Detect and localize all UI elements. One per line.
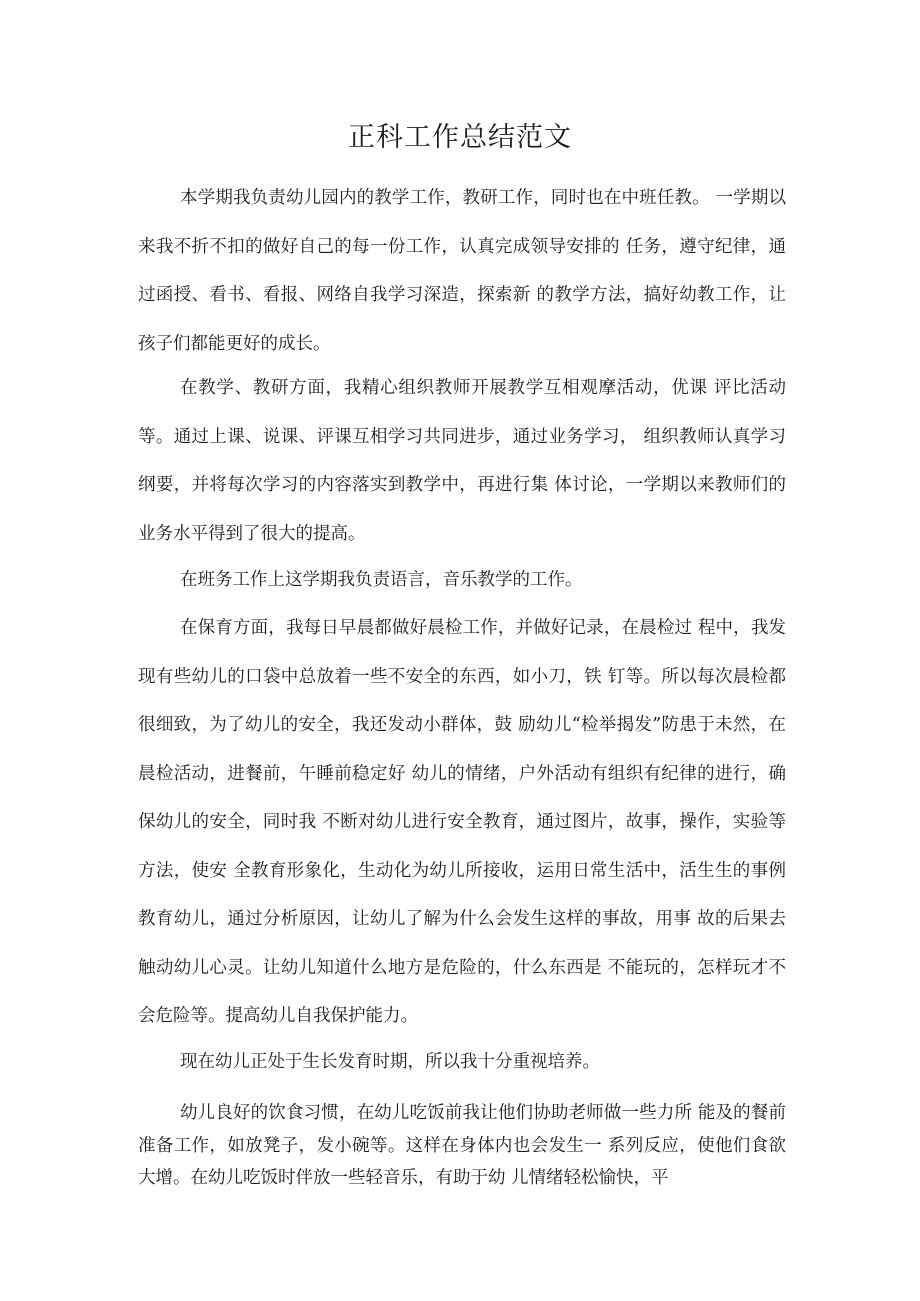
paragraph-teaching-duties: 本学期我负责幼儿园内的教学工作，教研工作，同时也在中班任教。 一学期以来我不折不扣的做好自己的每一份工作，认真完成领导安排的 任务，遵守纪律，通过函授、看书、看报、网络自我学习深造，探索新 的教学方法，搞好幼教工作，让孩子们都能更好的成长。 bbox=[138, 188, 786, 354]
paragraph-class-work: 在班务工作上这学期我负责语言，音乐教学的工作。 bbox=[180, 570, 583, 590]
paragraph-growth-period: 现在幼儿正处于生长发育时期，所以我十分重视培养。 bbox=[180, 1052, 600, 1072]
paragraph-teaching-research: 在教学、教研方面，我精心组织教师开展教学互相观摩活动，优课 评比活动等。通过上课、说课、评课互相学习共同进步，通过业务学习， 组织教师认真学习纲要，并将每次学习的内容落实到教学中，再进行集 体讨论，一学期以来教师们的业务水平得到了很大的提高。 bbox=[138, 378, 786, 544]
document-title: 正科工作总结范文 bbox=[348, 122, 572, 153]
paragraph-childcare-safety: 在保育方面，我每日早晨都做好晨检工作，并做好记录，在晨检过 程中，我发现有些幼儿的口袋中总放着一些不安全的东西，如小刀，铁 钉等。所以每次晨检都很细致，为了幼儿的安全，我还发动小群体，鼓 励幼儿“检举揭发”防患于未然，在晨检活动，进餐前，午睡前稳定好 幼儿的情绪，户外活动有组织有纪律的进行，确保幼儿的安全，同时我 不断对幼儿进行安全教育，通过图片，故事，操作，实验等方法，使安 全教育形象化，生动化为幼儿所接收，运用日常生活中，活生生的事例 教育幼儿，通过分析原因，让幼儿了解为什么会发生这样的事故，用事 故的后果去触动幼儿心灵。让幼儿知道什么地方是危险的，什么东西是 不能玩的，怎样玩才不会危险等。提高幼儿自我保护能力。 bbox=[138, 618, 786, 1026]
paragraph-eating-habits: 幼儿良好的饮食习惯，在幼儿吃饭前我让他们协助老师做一些力所 能及的餐前准备工作，如放凳子，发小碗等。这样在身体内也会发生一 系列反应，使他们食欲大增。在幼儿吃饭时伴放一些轻音乐，有助于幼 儿情绪轻松愉快，平 bbox=[138, 1103, 786, 1188]
